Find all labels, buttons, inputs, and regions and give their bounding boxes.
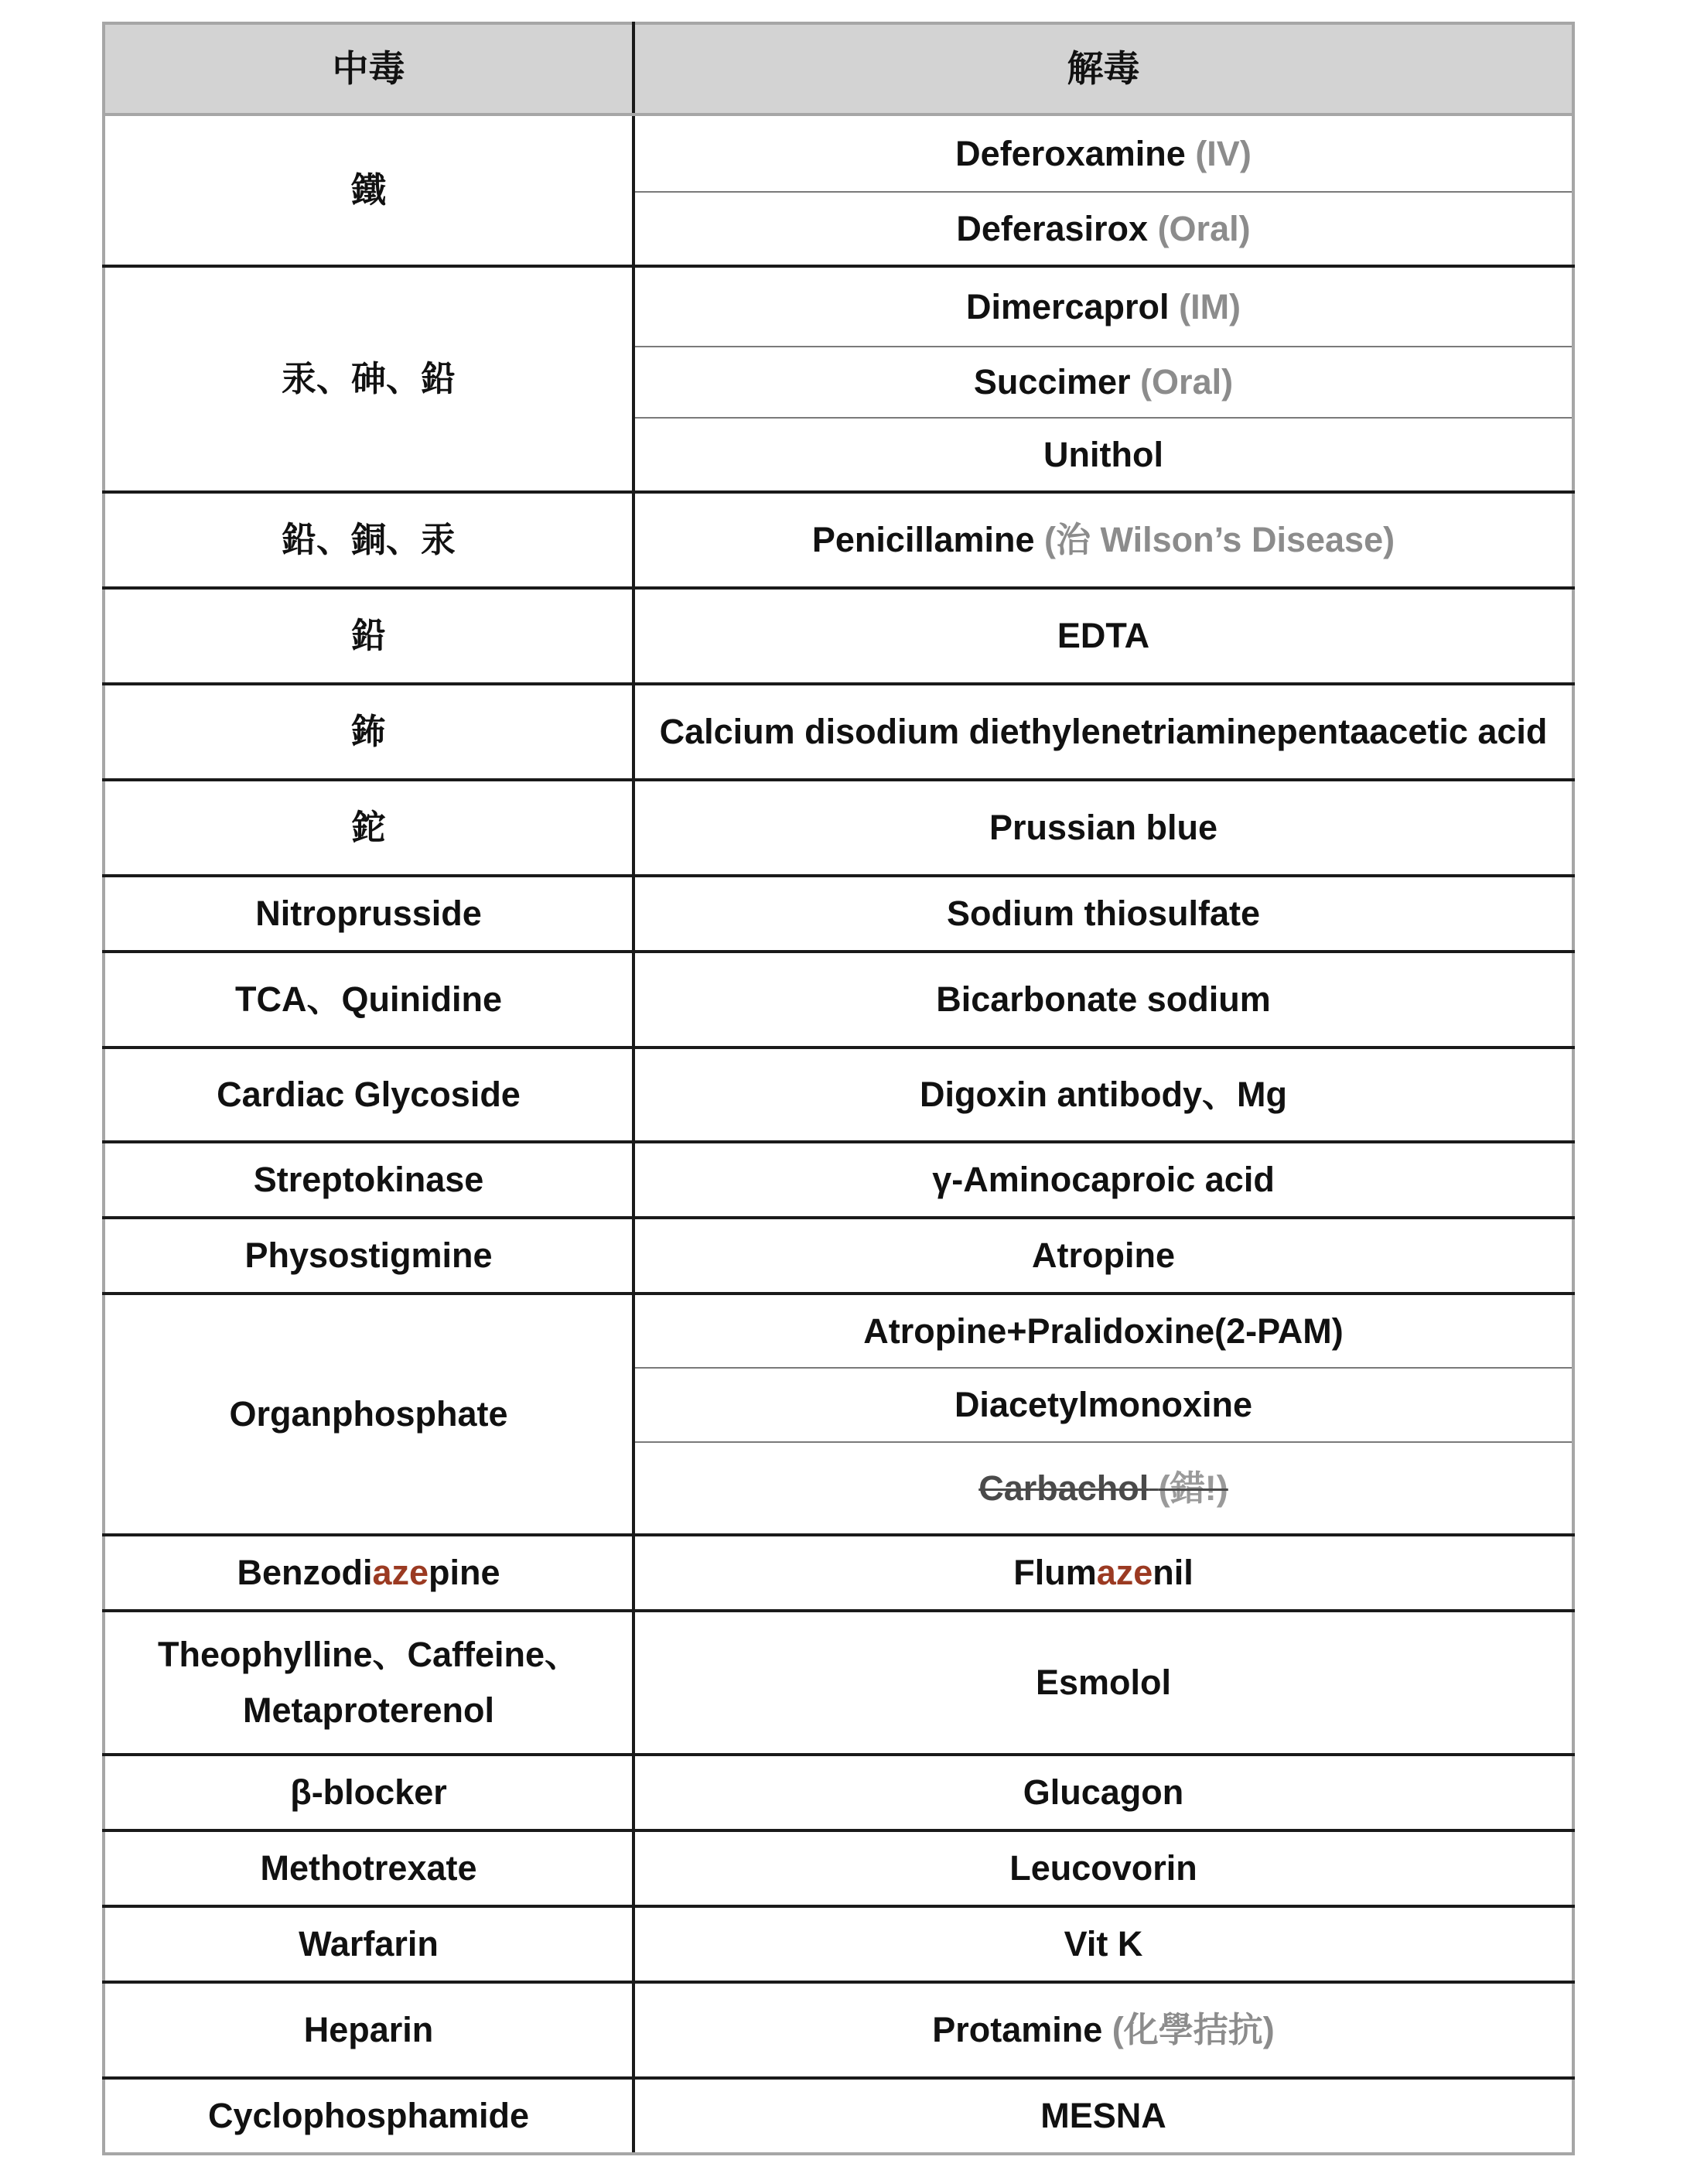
table-row: [104, 780, 1573, 876]
table-row: [104, 876, 1573, 952]
poison-cell: Warfarin: [104, 1906, 633, 1982]
table-row: [104, 1982, 1573, 2078]
poison-cell: Nitroprusside: [104, 876, 633, 952]
poison-text: Benzodi: [237, 1553, 373, 1592]
header-poison: 中毒: [104, 23, 633, 114]
antidote-cell: γ-Aminocaproic acid: [633, 1142, 1573, 1218]
poison-line: Theophylline、Caffeine、: [157, 1635, 580, 1674]
antidote-cell: Bicarbonate sodium: [633, 952, 1573, 1048]
table-row: [104, 266, 1573, 347]
antidote-cell: Atropine+Pralidoxine(2-PAM): [633, 1294, 1573, 1368]
antidote-name: Deferoxamine: [955, 133, 1186, 173]
poison-cell: 鉛、銅、汞: [104, 492, 633, 588]
antidote-cell: [633, 192, 1573, 266]
antidote-name: Penicillamine: [811, 520, 1035, 559]
table-row: [104, 1142, 1573, 1218]
antidote-cell: Diacetylmonoxine: [633, 1368, 1573, 1442]
struck-antidote: [978, 1468, 1228, 1508]
antidote-text: nil: [1153, 1553, 1194, 1592]
antidote-cell: [633, 418, 1573, 492]
poison-cell: Physostigmine: [104, 1218, 633, 1294]
poison-cell: [104, 1611, 633, 1755]
table-row: [104, 1611, 1573, 1755]
antidote-name: Protamine: [932, 2010, 1103, 2049]
antidote-cell: MESNA: [633, 2078, 1573, 2154]
route-note: (IM): [1179, 286, 1241, 326]
poison-cell: 鈽: [104, 684, 633, 780]
antidote-cell: Prussian blue: [633, 780, 1573, 876]
table-row: [104, 492, 1573, 588]
route-note: (Oral): [1157, 208, 1251, 248]
table-row: [104, 1218, 1573, 1294]
poison-cell: 鉈: [104, 780, 633, 876]
antidote-name: Succimer: [973, 362, 1131, 402]
antidote-cell: [633, 1982, 1573, 2078]
poison-cell: Streptokinase: [104, 1142, 633, 1218]
antidote-cell: Leucovorin: [633, 1830, 1573, 1906]
poison-cell: TCA、Quinidine: [104, 952, 633, 1048]
highlight-suffix: aze: [372, 1553, 429, 1592]
antidote-text: Flum: [1013, 1553, 1097, 1592]
poison-cell: Cyclophosphamide: [104, 2078, 633, 2154]
antidote-cell: Atropine: [633, 1218, 1573, 1294]
table-row: [104, 114, 1573, 192]
poison-cell: β-blocker: [104, 1755, 633, 1830]
table-row: [104, 1048, 1573, 1142]
route-note: (Oral): [1140, 362, 1234, 402]
table-row: [104, 2078, 1573, 2154]
route-note: (IV): [1195, 133, 1252, 173]
table-row: [104, 952, 1573, 1048]
table-row: [104, 1294, 1573, 1368]
header-row: [104, 23, 1573, 114]
antidote-name: Deferasirox: [956, 208, 1149, 248]
table-row: [104, 1906, 1573, 1982]
highlight-suffix: aze: [1096, 1553, 1153, 1592]
antidote-name: Dimercaprol: [965, 286, 1170, 326]
error-note: (錯!): [1158, 1468, 1228, 1508]
poison-cell: 汞、砷、鉛: [104, 266, 633, 492]
antidote-cell: [633, 347, 1573, 418]
poison-cell: 鐵: [104, 114, 633, 266]
table-row: [104, 1535, 1573, 1611]
poison-cell: Organphosphate: [104, 1294, 633, 1535]
antidote-cell: Esmolol: [633, 1611, 1573, 1755]
antidote-cell: Calcium disodium diethylenetriaminepentaacetic acid: [633, 684, 1573, 780]
poison-text: pine: [429, 1553, 500, 1592]
poison-cell: 鉛: [104, 588, 633, 684]
header-antidote: 解毒: [633, 23, 1573, 114]
antidote-name: Carbachol: [978, 1468, 1149, 1508]
poison-line: Metaproterenol: [242, 1690, 495, 1730]
antidote-cell: [633, 266, 1573, 347]
antidote-cell: [633, 492, 1573, 588]
poison-cell: [104, 1535, 633, 1611]
antidote-cell: Sodium thiosulfate: [633, 876, 1573, 952]
poison-cell: Heparin: [104, 1982, 633, 2078]
antidote-cell: Digoxin antibody、Mg: [633, 1048, 1573, 1142]
antidote-cell: Glucagon: [633, 1755, 1573, 1830]
poison-cell: Cardiac Glycoside: [104, 1048, 633, 1142]
indication-note: (治 Wilson’s Disease): [1044, 520, 1395, 559]
table-row: [104, 1830, 1573, 1906]
mechanism-note: (化學拮抗): [1112, 2010, 1275, 2049]
antidote-cell: [633, 1535, 1573, 1611]
antidote-table: [102, 22, 1575, 2155]
antidote-name: Unithol: [1043, 434, 1163, 474]
table-row: [104, 1755, 1573, 1830]
antidote-cell: [633, 1442, 1573, 1535]
poison-cell: Methotrexate: [104, 1830, 633, 1906]
antidote-cell: Vit K: [633, 1906, 1573, 1982]
table-row: [104, 684, 1573, 780]
antidote-cell: [633, 114, 1573, 192]
antidote-cell: EDTA: [633, 588, 1573, 684]
table-row: [104, 588, 1573, 684]
